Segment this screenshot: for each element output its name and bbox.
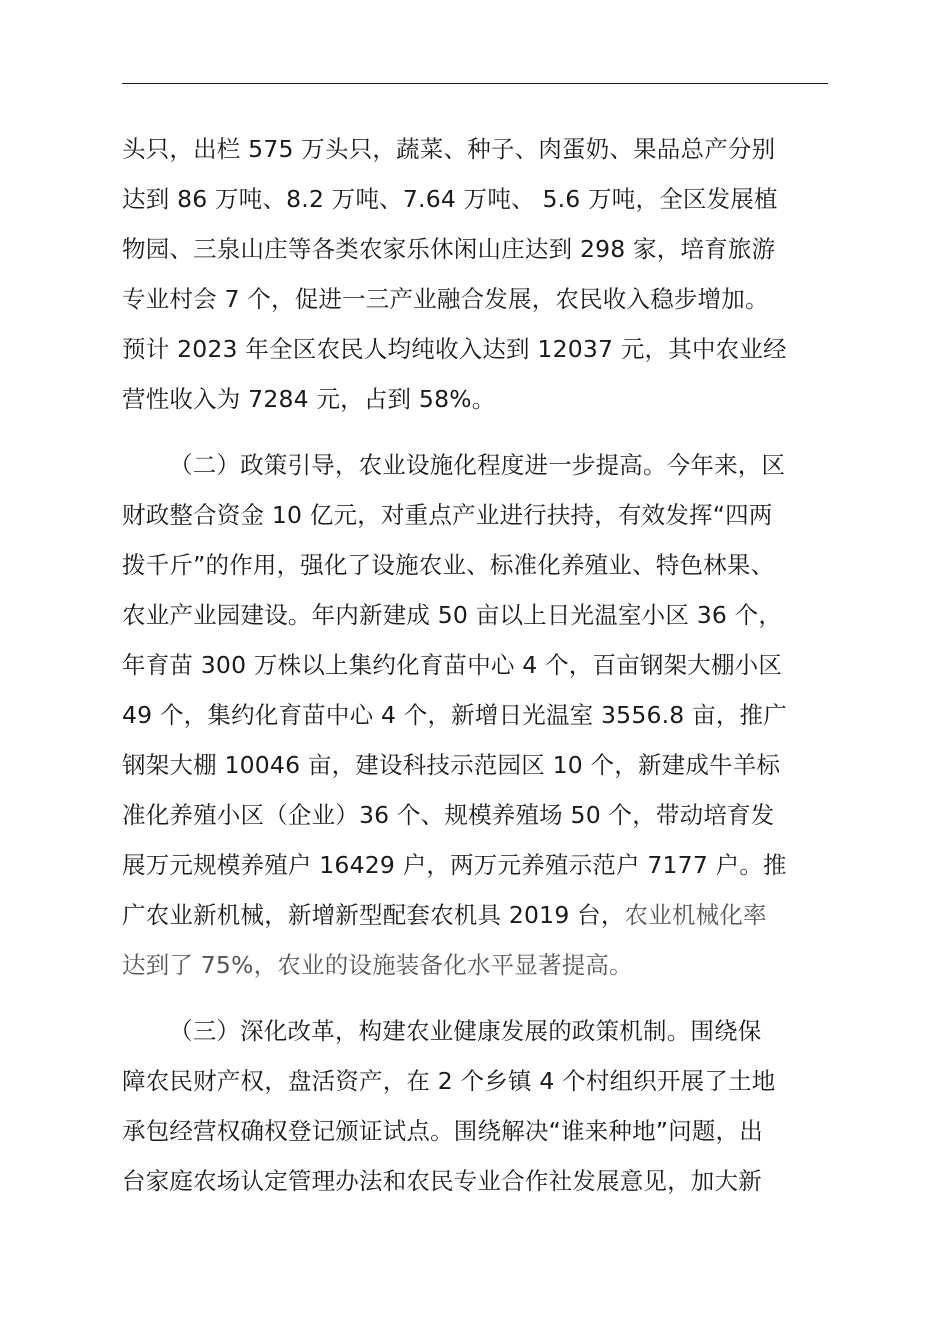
text-line: 财政整合资金 10 亿元，对重点产业进行扶持，有效发挥“四两 — [122, 501, 773, 529]
header-rule — [122, 83, 828, 84]
text-line — [122, 890, 828, 940]
text-line: 台家庭农场认定管理办法和农民专业合作社发展意见，加大新 — [122, 1167, 762, 1195]
text-line: （二）政策引导，农业设施化程度进一步提高。今年来，区 — [169, 451, 786, 479]
paragraph-policy-guidance — [122, 440, 828, 990]
text-line: 展万元规模养殖户 16429 户，两万元养殖示范户 7177 户。推 — [122, 851, 787, 879]
paragraph-output-summary — [122, 124, 828, 424]
text-line: （三）深化改革，构建农业健康发展的政策机制。围绕保 — [169, 1017, 762, 1045]
text-line: 达到 86 万吨、8.2 万吨、7.64 万吨、 5.6 万吨，全区发展植 — [122, 185, 778, 213]
text-line-muted: 达到了 75%，农业的设施装备化水平显著提高。 — [122, 951, 633, 979]
text-line: 年育苗 300 万株以上集约化育苗中心 4 个，百亩钢架大棚小区 — [122, 651, 783, 679]
text-line: 钢架大棚 10046 亩，建设科技示范园区 10 个，新建成牛羊标 — [122, 751, 781, 779]
text-line: 头只，出栏 575 万头只，蔬菜、种子、肉蛋奶、果品总产分别 — [122, 135, 776, 163]
text-line: 准化养殖小区（企业）36 个、规模养殖场 50 个，带动培育发 — [122, 801, 775, 829]
text-line: 农业产业园建设。年内新建成 50 亩以上日光温室小区 36 个， — [122, 601, 783, 629]
text-line: 物园、三泉山庄等各类农家乐休闲山庄达到 298 家，培育旅游 — [122, 235, 776, 263]
text-segment-muted: 农业机械化率 — [624, 901, 767, 929]
paragraph-deepen-reform — [122, 1006, 828, 1206]
document-body — [122, 124, 828, 1206]
text-line: 预计 2023 年全区农民人均纯收入达到 12037 元，其中农业经 — [122, 335, 787, 363]
text-line: 49 个，集约化育苗中心 4 个，新增日光温室 3556.8 亩，推广 — [122, 701, 787, 729]
text-line: 拨千斤”的作用，强化了设施农业、标准化养殖业、特色林果、 — [122, 551, 775, 579]
text-line: 承包经营权确权登记颁证试点。围绕解决“谁来种地”问题，出 — [122, 1117, 763, 1145]
text-segment: 广农业新机械，新增新型配套农机具 2019 台， — [122, 901, 625, 929]
text-line: 障农民财产权，盘活资产，在 2 个乡镇 4 个村组织开展了土地 — [122, 1067, 776, 1095]
text-line: 专业村会 7 个，促进一三产业融合发展，农民收入稳步增加。 — [122, 285, 769, 313]
text-line: 营性收入为 7284 元，占到 58%。 — [122, 385, 496, 413]
